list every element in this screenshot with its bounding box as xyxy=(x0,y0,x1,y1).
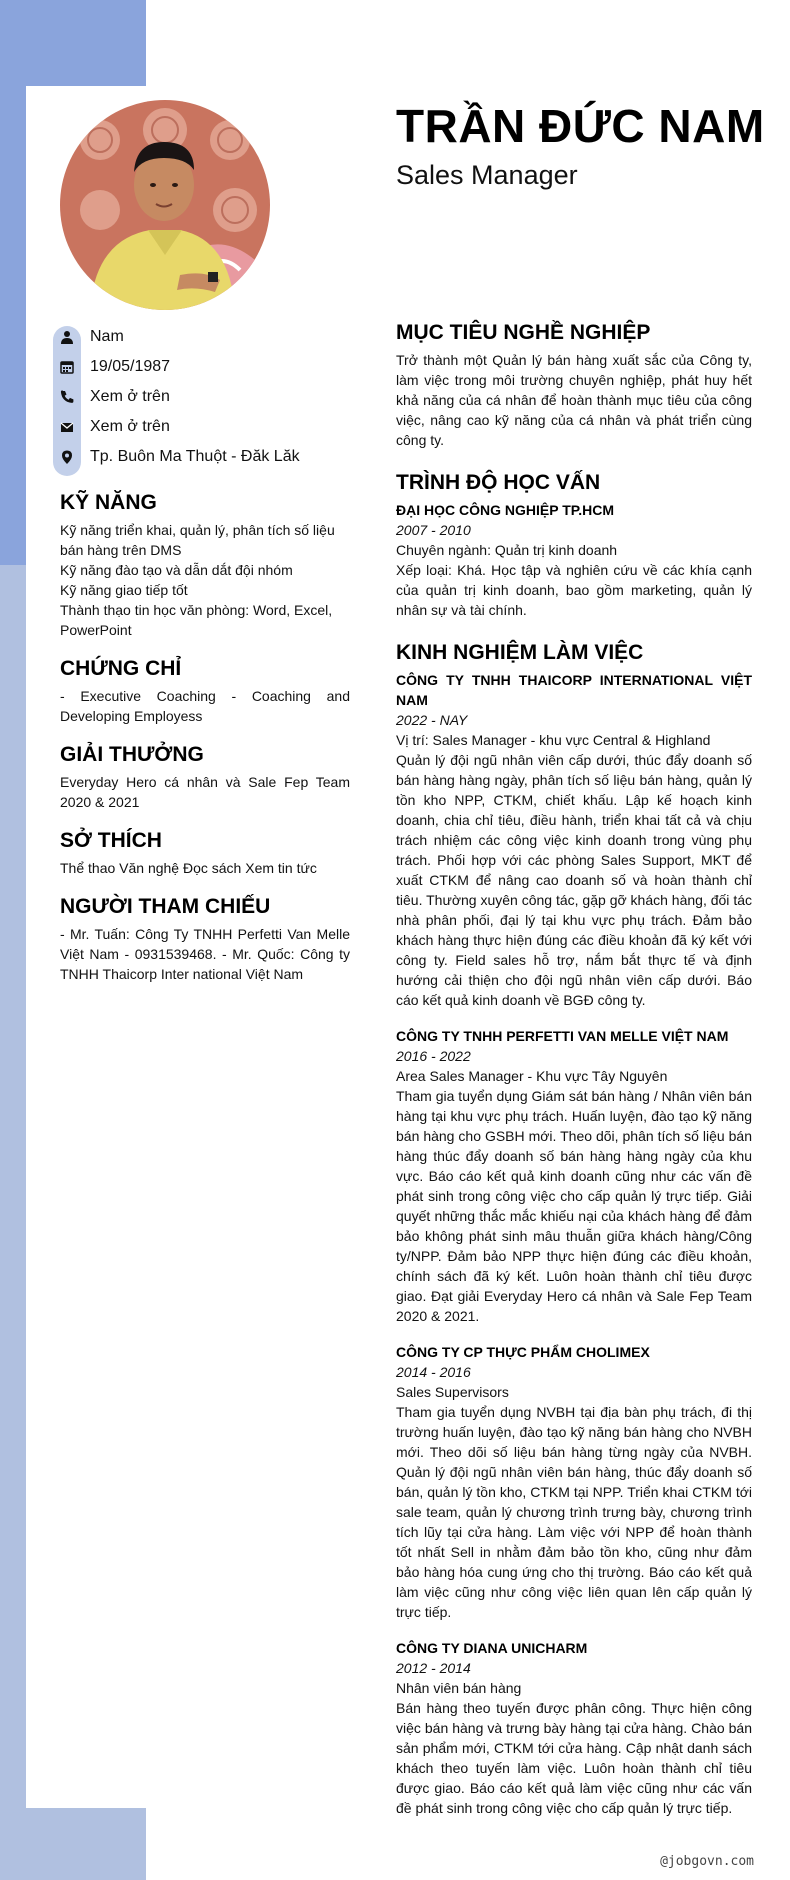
education-entry xyxy=(396,500,752,620)
hobbies-text: Thể thao Văn nghệ Đọc sách Xem tin tức xyxy=(60,860,317,876)
watermark: @jobgovn.com xyxy=(660,1854,754,1869)
contact-phone xyxy=(90,382,350,412)
job-period: 2012 - 2014 xyxy=(396,1660,471,1676)
skill-item: Kỹ năng giao tiếp tốt xyxy=(60,582,188,598)
contact-email-value: Xem ở trên xyxy=(90,418,170,435)
location-pin-icon xyxy=(60,450,74,464)
certificates-heading: CHỨNG CHỈ xyxy=(60,657,182,680)
experience-entry xyxy=(396,1342,752,1622)
references-text: - Mr. Tuấn: Công Ty TNHH Perfetti Van Melle Việt Nam - 0931539468. - Mr. Quốc: Công ty TNHH Thaicorp Inter national Việt Nam xyxy=(60,926,350,982)
left-column xyxy=(60,322,350,984)
contact-address xyxy=(90,442,350,472)
education-period: 2007 - 2010 xyxy=(396,522,471,538)
job-company: CÔNG TY DIANA UNICHARM xyxy=(396,1640,588,1656)
job-company: CÔNG TY TNHH PERFETTI VAN MELLE VIỆT NAM xyxy=(396,1028,729,1044)
objective-heading: MỤC TIÊU NGHỀ NGHIỆP xyxy=(396,321,651,344)
certificates-text: - Executive Coaching - Coaching and Developing Employess xyxy=(60,688,350,724)
experience-heading: KINH NGHIỆM LÀM VIỆC xyxy=(396,641,644,664)
education-heading: TRÌNH ĐỘ HỌC VẤN xyxy=(396,471,601,494)
contact-info xyxy=(60,322,350,472)
experience-entry xyxy=(396,1026,752,1326)
candidate-title: Sales Manager xyxy=(396,160,578,190)
skill-item: Kỹ năng đào tạo và dẫn dắt đội nhóm xyxy=(60,562,293,578)
contact-gender-value: Nam xyxy=(90,328,124,345)
job-description: Tham gia tuyển dụng NVBH tại địa bàn phụ trách, đi thị trường huấn luyện, đào tạo kỹ năng bán hàng cho NVBH mới. Theo dõi số liệu bán hàng từng ngày của NVBH. Quản lý đội ngũ nhân viên bán hàng, thúc đẩy doanh số bán, quản lý tồn kho, CTKM tại NPP. Triển khai CTKM tới sale team, quản lý chương trình trưng bày, chương trình tích lũy tại cửa hàng. Làm việc với NPP để hoàn thành tốt nhất Sell in nhằm đảm bảo tồn kho, cũng như đảm bảo hàng hóa cung ứng cho thị trường. Báo cáo kết quả làm việc cũng như công việc liên quan lên cấp quản lý trực tiếp. xyxy=(396,1404,752,1620)
education-school: ĐẠI HỌC CÔNG NGHIỆP TP.HCM xyxy=(396,502,615,518)
contact-phone-value: Xem ở trên xyxy=(90,388,170,405)
job-description: Bán hàng theo tuyến được phân công. Thực hiện công việc bán hàng và trưng bày hàng tại cửa hàng. Chào bán sản phẩm mới, CTKM tới cửa hàng. Cập nhật danh sách khách theo tuyến làm việc. Luôn hoàn thành chỉ tiêu được giao. Báo cáo kết quả làm việc cũng như các vấn đề phát sinh trong công việc cho cấp quản lý trực tiếp. xyxy=(396,1700,752,1816)
phone-icon xyxy=(60,390,74,404)
awards-text: Everyday Hero cá nhân và Sale Fep Team 2020 & 2021 xyxy=(60,774,350,810)
contact-gender xyxy=(90,322,350,352)
job-company: CÔNG TY TNHH THAICORP INTERNATIONAL VIỆT NAM xyxy=(396,672,752,708)
skill-item: Kỹ năng triển khai, quản lý, phân tích số liệu bán hàng trên DMS xyxy=(60,522,335,558)
contact-birthdate-value: 19/05/1987 xyxy=(90,358,171,375)
contact-email xyxy=(90,412,350,442)
hobbies-heading: SỞ THÍCH xyxy=(60,829,162,852)
awards-heading: GIẢI THƯỞNG xyxy=(60,743,204,766)
envelope-icon xyxy=(60,420,74,434)
profile-photo xyxy=(60,100,270,310)
job-position: Vị trí: Sales Manager - khu vực Central & Highland xyxy=(396,732,711,748)
skills-heading: KỸ NĂNG xyxy=(60,491,157,514)
references-heading: NGƯỜI THAM CHIẾU xyxy=(60,895,271,918)
skill-item: Thành thạo tin học văn phòng: Word, Excel, PowerPoint xyxy=(60,602,333,638)
job-position: Sales Supervisors xyxy=(396,1384,509,1400)
education-major: Chuyên ngành: Quản trị kinh doanh xyxy=(396,542,618,558)
education-detail: Xếp loại: Khá. Học tập và nghiên cứu về các khía cạnh của quản trị kinh doanh, bao gồm marketing, quản lý nhân sự và tài chính. xyxy=(396,562,752,618)
objective-text: Trở thành một Quản lý bán hàng xuất sắc của Công ty, làm việc trong môi trường chuyên nghiệp, phát huy hết khả năng của cá nhân để hoàn thành mục tiêu của công việc, nâng cao kỹ năng của cá nhân và phát triển cùng công ty. xyxy=(396,352,752,448)
job-description: Quản lý đội ngũ nhân viên cấp dưới, thúc đẩy doanh số bán hàng hàng ngày, phân tích số liệu bán hàng, quản lý tồn kho NPP, CTKM, chiết khấu. Lập kế hoạch kinh doanh, chia chỉ tiêu, điều hành, triển khai tất cả và chịu trách nhiệm các công việc kinh doanh trong vùng phụ trách. Phối hợp với các phòng Sales Support, MKT để xuất CTKM để nâng cao doanh số và hoàn thành chỉ tiêu. Thường xuyên công tác, gặp gỡ khách hàng, đối tác nhà phân phối, đại lý tại khu vực phụ trách. Đảm bảo khách hàng thực hiện đúng các điều khoản đã ký kết với công ty. Field sales hỗ trợ, nắm bắt thực tế và định hướng cải thiện cho đội ngũ nhân viên cấp dưới. Báo cáo kết quả kinh doanh về BGĐ công ty. xyxy=(396,752,752,1008)
job-position: Nhân viên bán hàng xyxy=(396,1680,522,1696)
calendar-icon xyxy=(60,360,74,374)
job-description: Tham gia tuyển dụng Giám sát bán hàng / Nhân viên bán hàng tại khu vực phụ trách. Huấn luyện, đào tạo kỹ năng bán hàng cho GSBH mới. Theo dõi, phân tích số liệu bán hàng thúc đẩy doanh số bán hàng hàng ngày của khu vực. Báo cáo kết quả kinh doanh cũng như các vấn đề phát sinh trong công việc cho cấp quản lý trực tiếp. Giải quyết những thắc mắc khiếu nại của khách hàng để đảm bảo không phát sinh mâu thuẫn giữa khách hàng/Công ty/NPP. Đảm bảo NPP thực hiện đúng các điều khoản, chính sách đã ký kết. Luôn hoàn thành chỉ tiêu được giao. Đạt giải Everyday Hero cá nhân và Sale Fep Team 2020 & 2021. xyxy=(396,1088,752,1324)
experience-entry xyxy=(396,1638,752,1818)
job-period: 2022 - NAY xyxy=(396,712,468,728)
portrait-photo-icon xyxy=(60,100,270,310)
skills-list xyxy=(60,520,350,640)
job-position: Area Sales Manager - Khu vực Tây Nguyên xyxy=(396,1068,668,1084)
experience-entry xyxy=(396,670,752,1010)
contact-birthdate xyxy=(90,352,350,382)
person-icon xyxy=(60,330,74,344)
job-period: 2014 - 2016 xyxy=(396,1364,471,1380)
job-period: 2016 - 2022 xyxy=(396,1048,471,1064)
job-company: CÔNG TY CP THỰC PHẨM CHOLIMEX xyxy=(396,1344,650,1360)
right-column xyxy=(396,320,752,1834)
contact-address-value: Tp. Buôn Ma Thuột - Đăk Lăk xyxy=(90,448,300,465)
candidate-name: TRẦN ĐỨC NAM xyxy=(396,100,765,152)
